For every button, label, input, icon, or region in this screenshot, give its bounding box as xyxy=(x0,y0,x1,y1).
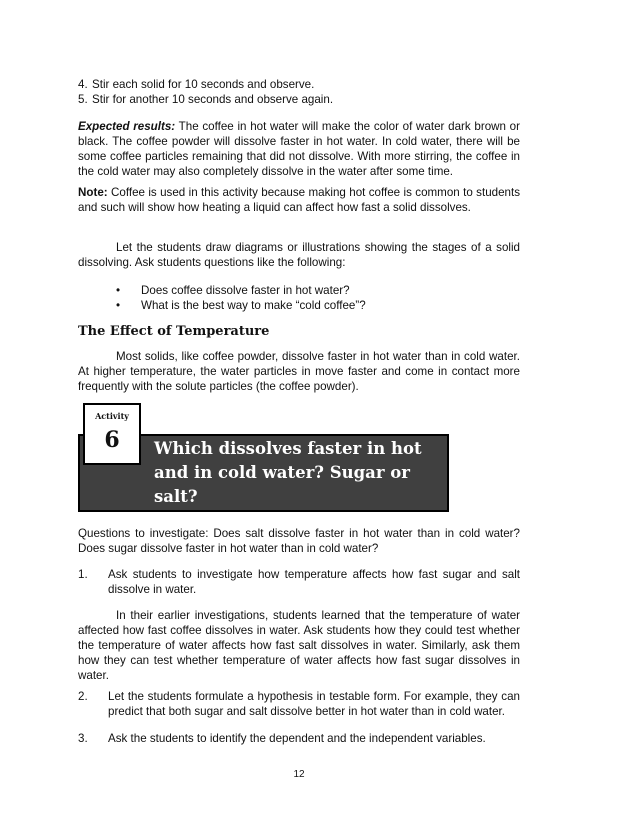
step-number: 5. xyxy=(78,93,88,106)
item-text: Let the students formulate a hypothesis in testable form. For example, they can predict that both sugar and salt dissolve better in hot water than in cold water. xyxy=(108,690,520,718)
bullet-mark: • xyxy=(116,284,121,297)
step-number: 4. xyxy=(78,78,88,91)
numbered-item xyxy=(78,689,520,719)
list-item xyxy=(78,283,520,298)
questions-paragraph: Questions to investigate: Does salt dissolve faster in hot water than in cold water? Does sugar dissolve faster in hot water than in cold water? xyxy=(78,527,520,555)
activity-title: Which dissolves faster in hot and in cold water? Sugar or salt? xyxy=(154,439,422,506)
earlier-investigations-paragraph: In their earlier investigations, students learned that the temperature of water affected how fast coffee dissolves in water. Ask students how they could test whether the temperature of water affects how fast salt dissolves in water. Similarly, ask them how they can test whether temperature of water affects how fast sugar dissolves in water. xyxy=(78,609,520,682)
step-list xyxy=(78,77,520,107)
expected-results-text: The coffee in hot water will make the color of water dark brown or black. The coffee powder will dissolve faster in hot water. In cold water, there will be some coffee particles remaining that did not dissolve. With more stirring, the coffee in the cold water may also completely dissolve in the water after some time. xyxy=(78,120,520,178)
step-item xyxy=(78,77,520,92)
document-page xyxy=(78,0,520,831)
diagram-paragraph: Let the students draw diagrams or illustrations showing the stages of a solid dissolving. Ask students questions like the following: xyxy=(78,241,520,269)
note-label: Note: xyxy=(78,186,108,199)
section-heading: The Effect of Temperature xyxy=(78,324,270,339)
page-number: 12 xyxy=(293,769,305,780)
numbered-item xyxy=(78,567,520,597)
item-text: Ask the students to identify the dependent and the independent variables. xyxy=(108,732,486,745)
temperature-paragraph: Most solids, like coffee powder, dissolve faster in hot water than in cold water. At higher temperature, the water particles in move faster and come in contact more frequently with the solute particles (the coffee powder). xyxy=(78,350,520,393)
item-number: 3. xyxy=(78,732,88,745)
activity-label: Activity xyxy=(95,411,129,421)
numbered-item xyxy=(78,731,520,746)
list-item-text: What is the best way to make “cold coffee”? xyxy=(141,299,366,312)
step-text: Stir for another 10 seconds and observe again. xyxy=(92,93,334,106)
item-text: Ask students to investigate how temperature affects how fast sugar and salt dissolve in water. xyxy=(108,568,520,596)
note-text: Coffee is used in this activity because making hot coffee is common to students and such will show how heating a liquid can affect how fast a solid dissolves. xyxy=(78,186,520,214)
expected-results-label: Expected results: xyxy=(78,120,176,133)
step-item xyxy=(78,92,520,107)
note-paragraph xyxy=(78,185,520,215)
step-text: Stir each solid for 10 seconds and observe. xyxy=(92,78,315,91)
activity-tab xyxy=(83,403,141,465)
item-number: 1. xyxy=(78,568,88,581)
bullet-mark: • xyxy=(116,299,121,312)
item-number: 2. xyxy=(78,690,88,703)
list-item-text: Does coffee dissolve faster in hot water? xyxy=(141,284,350,297)
activity-number: 6 xyxy=(104,427,120,453)
list-item xyxy=(78,298,520,313)
expected-results-paragraph xyxy=(78,119,520,179)
question-list xyxy=(78,283,520,313)
